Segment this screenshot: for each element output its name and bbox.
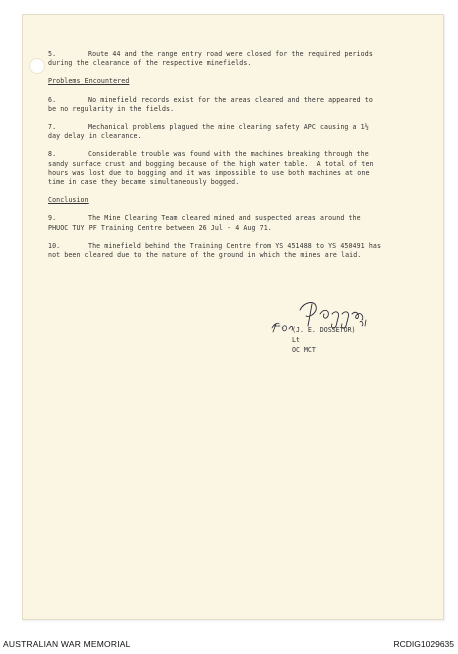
paragraph-number: 8. (48, 150, 57, 159)
paragraph-text: No minefield records exist for the areas cleared and there appeared to be no regularity in the fields. (48, 95, 373, 113)
paragraph-number: 10. (48, 241, 61, 250)
signatory-rank: Lt (292, 336, 300, 344)
paragraph-text: Considerable trouble was found with the machines breaking through the sandy surface crust and bogging because of the high water table. A total of ten hours was lost due to bogging and it was impossible to use both machines at one time in case they became simultaneously bogged. (48, 150, 374, 187)
punch-hole (29, 58, 45, 74)
document-body (48, 50, 418, 269)
paragraph-number: 5. (48, 50, 57, 58)
paragraph-number: 9. (48, 214, 57, 223)
paragraph-5 (48, 50, 418, 68)
paragraph-9 (48, 214, 418, 232)
paragraph-text: The Mine Clearing Team cleared mined and suspected areas around the PHUOC TUY PF Training Centre between 26 Jul - 4 Aug 71. (48, 214, 361, 232)
paragraph-10 (48, 242, 418, 260)
archive-name: AUSTRALIAN WAR MEMORIAL (3, 639, 131, 649)
paragraph-7 (48, 123, 418, 141)
signatory-name: (J. E. DOSSETOR) (292, 326, 356, 334)
paragraph-8 (48, 150, 418, 187)
archive-id: RCDIG1029635 (393, 639, 454, 649)
paragraph-text: The minefield behind the Training Centre from YS 451488 to YS 450491 has not been cleared due to the nature of the ground in which the mines are laid. (48, 241, 382, 260)
signatory-role: OC MCT (292, 346, 316, 354)
paragraph-text: Mechanical problems plagued the mine clearing safety APC causing a 1½ day delay in clearance. (48, 123, 369, 141)
paragraph-text: Route 44 and the range entry road were closed for the required periods during the clearance of the respective minefields. (48, 50, 373, 68)
signature-block (270, 296, 390, 366)
paragraph-number: 7. (48, 123, 57, 132)
section-heading-problems: Problems Encountered (48, 77, 130, 86)
archive-footer (0, 636, 458, 654)
paragraph-6 (48, 96, 418, 114)
section-heading-conclusion: Conclusion (48, 196, 89, 205)
paragraph-number: 6. (48, 95, 57, 104)
